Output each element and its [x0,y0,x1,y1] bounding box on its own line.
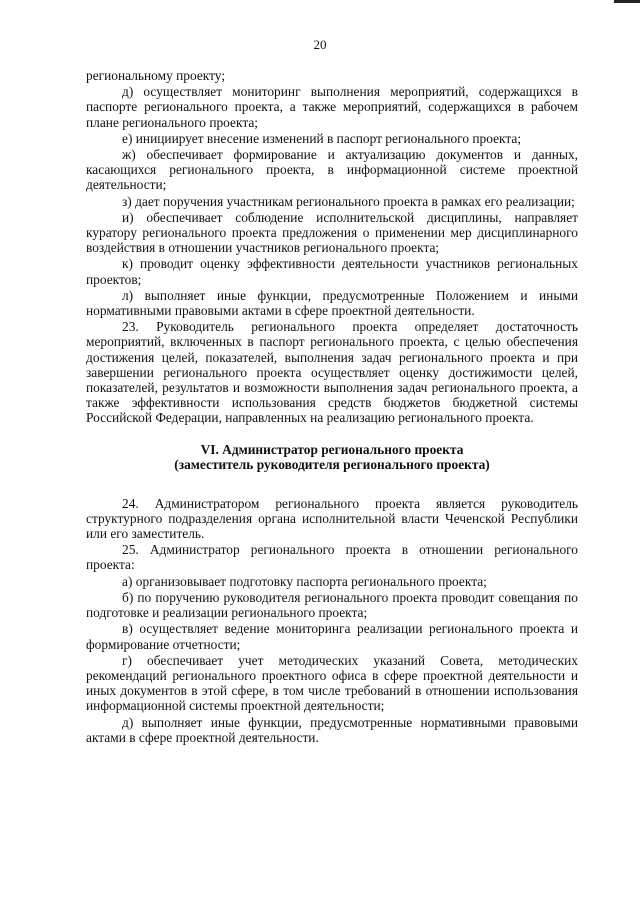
paragraph-item-g: г) обеспечивает учет методических указаний Совета, методических рекомендаций регионального проектного офиса в сфере проектной деятельности и иных документов в этой сфере, в том числе требований в отношении использования информационной системы проектной деятельности; [86,652,578,714]
paragraph-item-z: з) дает поручения участникам регионального проекта в рамках его реализации; [122,193,575,209]
section-title-line1: VI. Администратор регионального проекта [200,441,464,457]
paragraph-item-zh: ж) обеспечивает формирование и актуализацию документов и данных, касающихся регионального проекта, в информационной системе проектной деятельности; [86,147,578,193]
paragraph-item-a: а) организовывает подготовку паспорта регионального проекта; [122,573,487,589]
paragraph-25: 25. Администратор регионального проекта в отношении регионального проекта: [86,542,578,573]
paragraph-23: 23. Руководитель регионального проекта определяет достаточность мероприятий, включенных в паспорт регионального проекта, с целью обеспечения достижения целей, показателей, выполнения задач регионального проекта и при завершении регионального проекта осуществляет оценку достижимости целей, показателей, результатов и возможности выполнения задач регионального проекта, а также эффективности использования средств бюджетов бюджетной системы Российской Федерации, направленных на реализацию регионального проекта. [86,319,578,426]
paragraph-item-d2: д) выполняет иные функции, предусмотренные нормативными правовыми актами в сфере проектной деятельности. [86,714,578,745]
paragraph-24: 24. Администратором регионального проекта является руководитель структурного подразделения органа исполнительной власти Чеченской Республики или его заместитель. [86,495,578,542]
paragraph-item-b: б) по поручению руководителя регионального проекта проводит совещания по подготовке и реализации регионального проекта; [86,589,578,621]
section-title-line2: (заместитель руководителя регионального проекта) [174,456,490,472]
corner-mark [614,0,640,3]
section-heading [86,442,578,472]
paragraph-continuation: региональному проекту; [86,68,226,83]
paragraph-item-l: л) выполняет иные функции, предусмотренные Положением и иными нормативными правовыми актами в сфере проектной деятельности. [86,287,578,319]
paragraph-item-e: е) инициирует внесение изменений в паспорт регионального проекта; [122,130,522,146]
page-number: 20 [313,37,327,52]
paragraph-item-d: д) осуществляет мониторинг выполнения мероприятий, содержащихся в паспорте регионального проекта, а также мероприятий, содержащихся в рабочем плане регионального проекта; [86,84,578,130]
paragraph-item-v: в) осуществляет ведение мониторинга реализации регионального проекта и формирование отчетности; [86,621,578,652]
paragraph-item-k: к) проводит оценку эффективности деятельности участников региональных проектов; [86,256,578,287]
body-text [86,68,578,745]
paragraph-item-i: и) обеспечивает соблюдение исполнительской дисциплины, направляет куратору регионального проекта предложения о применении мер дисциплинарного воздействия в отношении участников регионального проекта; [86,209,578,256]
